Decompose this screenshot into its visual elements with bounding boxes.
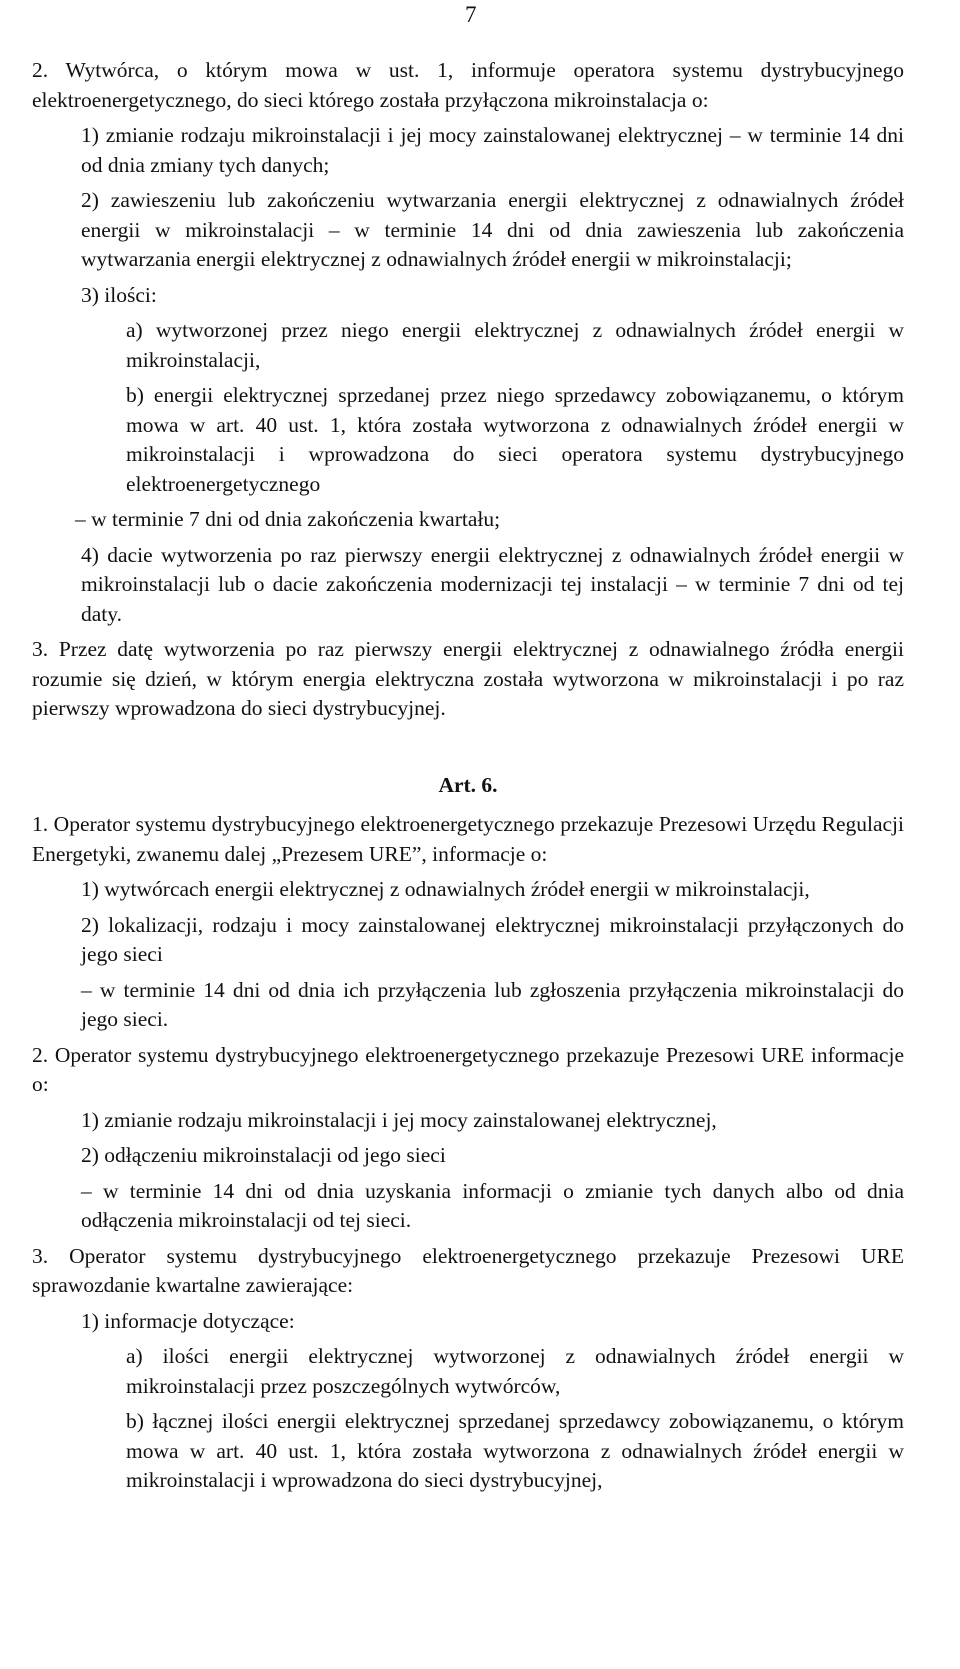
paragraph-6-2: 2. Operator systemu dystrybucyjnego elektroenergetycznego przekazuje Prezesowi URE informacje o:	[32, 1042, 904, 1096]
paragraph-6-1: 1. Operator systemu dystrybucyjnego elektroenergetycznego przekazuje Prezesowi Urzędu Regulacji Energetyki, zwanemu dalej „Prezesem URE”, informacje o:	[32, 812, 904, 866]
page-number: 7	[465, 2, 477, 27]
point-5-2-1: 1) zmianie rodzaju mikroinstalacji i jej mocy zainstalowanej elektrycznej – w terminie 14 dni od dnia zmiany tych danych;	[81, 123, 904, 177]
deadline-6-2: – w terminie 14 dni od dnia uzyskania informacji o zmianie tych danych albo od dnia odłączenia mikroinstalacji od tej sieci.	[81, 1178, 904, 1232]
paragraph-5-2: 2. Wytwórca, o którym mowa w ust. 1, informuje operatora systemu dystrybucyjnego elektroenergetycznego, do sieci którego została przyłączona mikroinstalacja o:	[32, 58, 904, 112]
paragraph-5-3: 3. Przez datę wytworzenia po raz pierwszy energii elektrycznej z odnawialnego źródła energii rozumie się dzień, w którym energia elektryczna została wytworzona w mikroinstalacji i po raz pierwszy wprowadzona do sieci dystrybucyjnej.	[32, 637, 904, 720]
letter-5-2-3-b: b) energii elektrycznej sprzedanej przez niego sprzedawcy zobowiązanemu, o którym mowa w art. 40 ust. 1, która została wytworzona z odnawialnych źródeł energii w mikroinstalacji i wprowadzona do sieci operatora systemu dystrybucyjnego elektroenergetycznego	[126, 383, 904, 496]
point-6-2-1: 1) zmianie rodzaju mikroinstalacji i jej mocy zainstalowanej elektrycznej,	[81, 1107, 717, 1132]
point-6-1-1: 1) wytwórcach energii elektrycznej z odnawialnych źródeł energii w mikroinstalacji,	[81, 877, 810, 901]
deadline-5-2-3: – w terminie 7 dni od dnia zakończenia kwartału;	[75, 507, 501, 531]
point-6-1-2: 2) lokalizacji, rodzaju i mocy zainstalowanej elektrycznej mikroinstalacji przyłączonych do jego sieci	[81, 912, 904, 966]
letter-6-3-1-a: a) ilości energii elektrycznej wytworzonej z odnawialnych źródeł energii w mikroinstalacji przez poszczególnych wytwórców,	[126, 1344, 904, 1398]
document-body	[32, 0, 904, 1496]
paragraph-6-3: 3. Operator systemu dystrybucyjnego elektroenergetycznego przekazuje Prezesowi URE sprawozdanie kwartalne zawierające:	[32, 1243, 904, 1297]
letter-5-2-3-a: a) wytworzonej przez niego energii elektrycznej z odnawialnych źródeł energii w mikroinstalacji,	[126, 318, 904, 372]
point-5-2-4: 4) dacie wytworzenia po raz pierwszy energii elektrycznej z odnawialnych źródeł energii w mikroinstalacji lub o dacie zakończenia modernizacji tej instalacji – w terminie 7 dni od tej daty.	[81, 542, 904, 626]
point-6-3-1: 1) informacje dotyczące:	[81, 1308, 295, 1333]
letter-6-3-1-b: b) łącznej ilości energii elektrycznej sprzedanej sprzedawcy zobowiązanemu, o którym mowa w art. 40 ust. 1, która została wytworzona z odnawialnych źródeł energii w mikroinstalacji i wprowadzona do sieci dystrybucyjnej,	[126, 1409, 904, 1492]
point-6-2-2: 2) odłączeniu mikroinstalacji od jego sieci	[81, 1143, 446, 1167]
article-heading: Art. 6.	[438, 772, 498, 797]
point-5-2-3: 3) ilości:	[81, 282, 157, 307]
point-5-2-2: 2) zawieszeniu lub zakończeniu wytwarzania energii elektrycznej z odnawialnych źródeł energii w mikroinstalacji – w terminie 14 dni od dnia zawieszenia lub zakończenia wytwarzania energii elektrycznej z odnawialnych źródeł energii w mikroinstalacji;	[81, 188, 904, 271]
deadline-6-1: – w terminie 14 dni od dnia ich przyłączenia lub zgłoszenia przyłączenia mikroinstalacji do jego sieci.	[81, 977, 904, 1031]
